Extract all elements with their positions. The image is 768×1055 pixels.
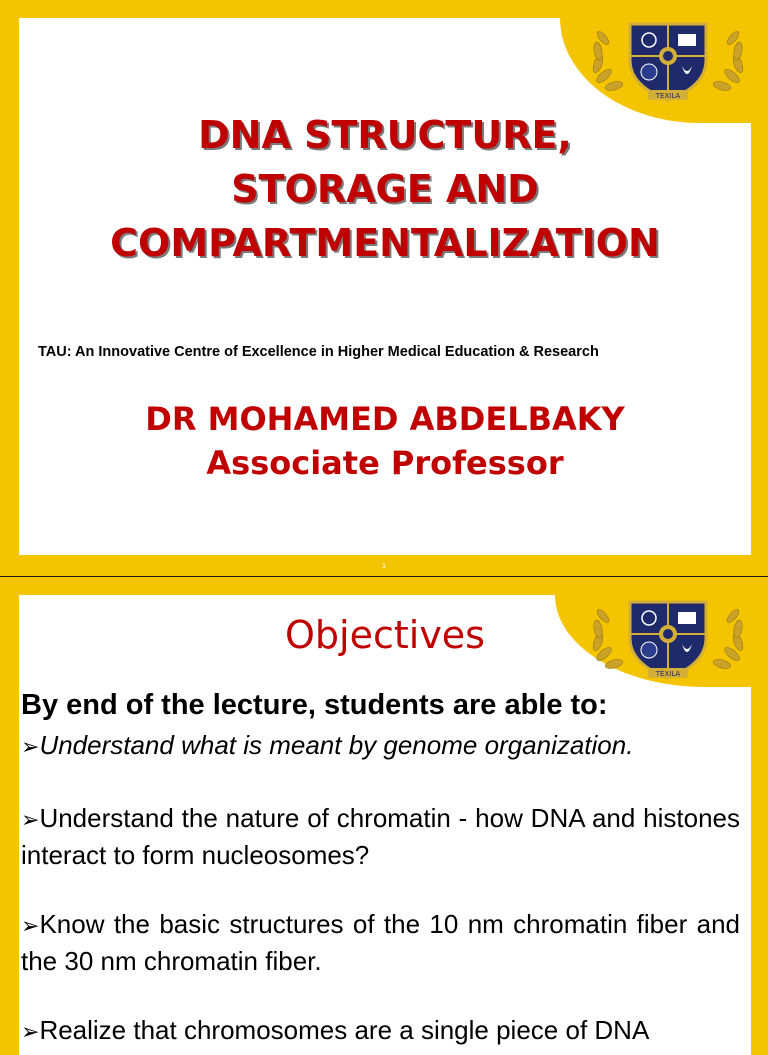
arrow-bullet-icon: ➢ bbox=[21, 735, 40, 760]
objective-item bbox=[21, 728, 740, 765]
objective-item bbox=[21, 801, 740, 873]
objective-text: Understand the nature of chromatin - how DNA and histones interact to form nucleosomes? bbox=[21, 803, 740, 870]
objective-text: Know the basic structures of the 10 nm chromatin fiber and the 30 nm chromatin fiber. bbox=[21, 909, 740, 976]
tagline: TAU: An Innovative Centre of Excellence in Higher Medical Education & Research bbox=[38, 344, 599, 360]
objective-text: Realize that chromosomes are a single piece of DNA bbox=[39, 1015, 650, 1045]
objective-item bbox=[21, 907, 740, 979]
presenter-name: DR MOHAMED ABDELBAKY bbox=[145, 400, 625, 438]
objective-item bbox=[21, 1013, 740, 1050]
arrow-bullet-icon: ➢ bbox=[21, 808, 40, 833]
arrow-bullet-icon: ➢ bbox=[21, 914, 40, 939]
objectives-lead: By end of the lecture, students are able to: bbox=[21, 689, 608, 721]
objective-text: Understand what is meant by genome organization. bbox=[39, 730, 634, 760]
objectives-title: Objectives bbox=[285, 613, 485, 657]
slide-title-line-2: STORAGE AND bbox=[231, 167, 539, 211]
slide-title-line-3: COMPARTMENTALIZATION bbox=[110, 221, 660, 265]
slide-objectives bbox=[0, 577, 768, 1045]
arrow-bullet-icon: ➢ bbox=[21, 1020, 40, 1045]
university-crest-logo bbox=[586, 16, 750, 104]
logo-text: TEXILA bbox=[655, 670, 681, 678]
presenter-role: Associate Professor bbox=[206, 444, 564, 482]
slide-title-line-1: DNA STRUCTURE, bbox=[198, 113, 572, 157]
logo-text: TEXILA bbox=[655, 92, 681, 100]
page-number: 1 bbox=[381, 562, 387, 570]
